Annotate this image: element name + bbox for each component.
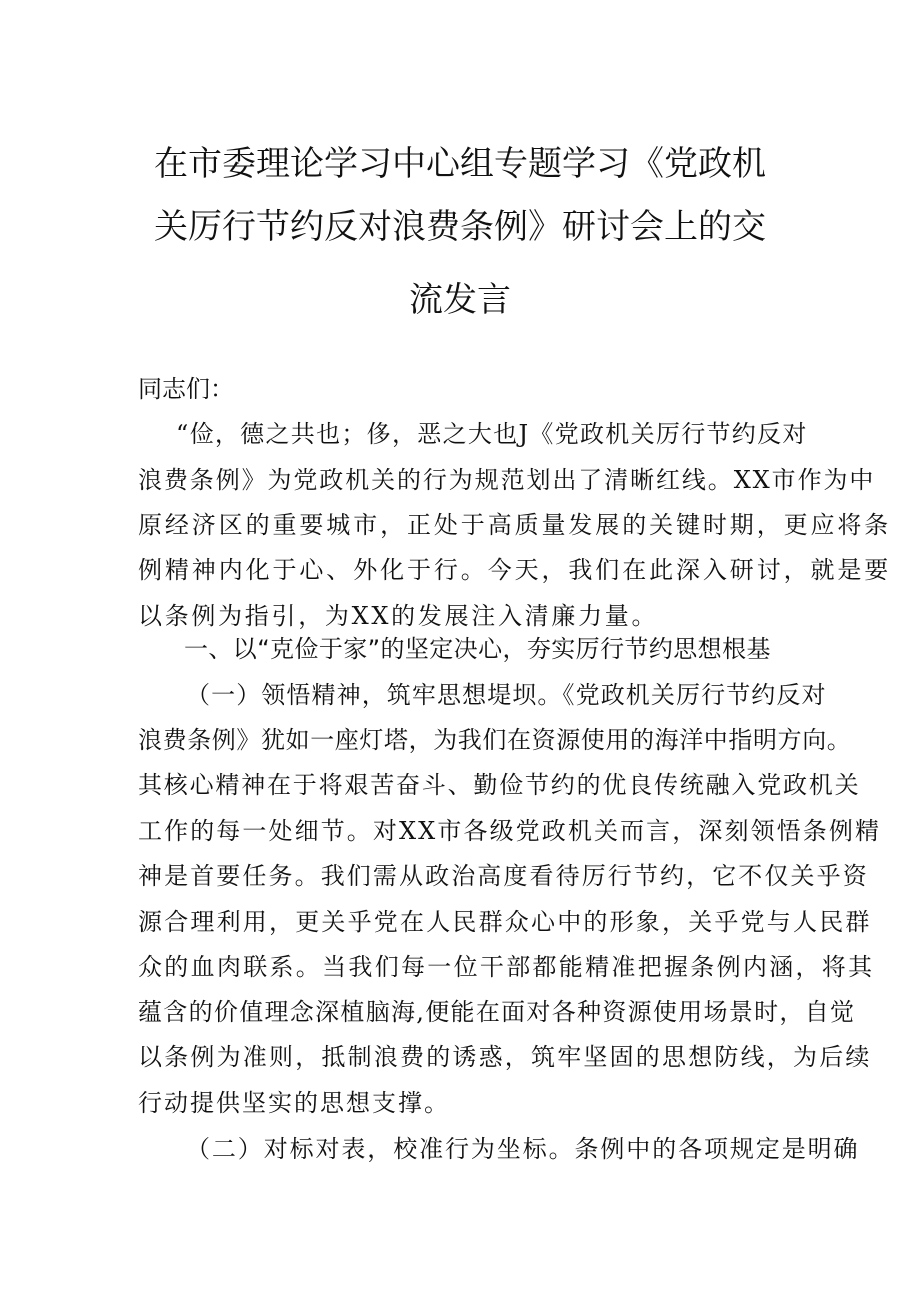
document-title-line-1: 在市委理论学习中心组专题学习《党政机	[154, 144, 766, 184]
intro-line-2: 浪费条例》为党政机关的行为规范划出了清晰红线。XX市作为中	[138, 466, 876, 494]
document-title-line-3: 流发言	[409, 280, 511, 320]
subsection-1-line-6: 源合理利用，更关乎党在人民群众心中的形象，关乎党与人民群	[138, 908, 872, 936]
salutation: 同志们：	[138, 375, 234, 403]
subsection-1-line-7: 众的血肉联系。当我们每一位干部都能精准把握条例内涵，将其	[138, 953, 875, 981]
intro-line-5: 以条例为指引，为XX的发展注入清廉力量。	[138, 602, 659, 630]
intro-line-4: 例精神内化于心、外化于行。今天，我们在此深入研讨，就是要	[138, 556, 892, 584]
subsection-1-line-5: 神是首要任务。我们需从政治高度看待厉行节约，它不仅关乎资	[138, 862, 869, 890]
subsection-1-line-1: （一）领悟精神，筑牢思想堤坝。《党政机关厉行节约反对	[186, 681, 827, 709]
subsection-1-line-3: 其核心精神在于将艰苦奋斗、勤俭节约的优良传统融入党政机关	[138, 771, 861, 799]
subsection-2-line-1: （二）对标对表，校准行为坐标。条例中的各项规定是明确	[186, 1135, 860, 1163]
subsection-1-line-4: 工作的每一处细节。对XX市各级党政机关而言，深刻领悟条例精	[138, 817, 882, 845]
subsection-1-line-9: 以条例为准则，抵制浪费的诱惑，筑牢坚固的思想防线，为后续	[138, 1043, 872, 1071]
section-1-heading: 一、以“克俭于家”的坚定决心，夯实厉行节约思想根基	[184, 635, 771, 663]
subsection-1-line-8: 蕴含的价值理念深植脑海,便能在面对各种资源使用场景时，自觉	[138, 998, 856, 1026]
subsection-1-line-10: 行动提供坚实的思想支撑。	[138, 1089, 450, 1117]
document-title-line-2: 关厉行节约反对浪费条例》研讨会上的交	[154, 207, 766, 247]
subsection-1-line-2: 浪费条例》犹如一座灯塔，为我们在资源使用的海洋中指明方向。	[138, 726, 852, 754]
intro-line-3: 原经济区的重要城市，正处于高质量发展的关键时期，更应将条	[138, 511, 892, 539]
intro-line-1: “俭，德之共也；侈，恶之大也J《党政机关厉行节约反对	[176, 420, 808, 448]
